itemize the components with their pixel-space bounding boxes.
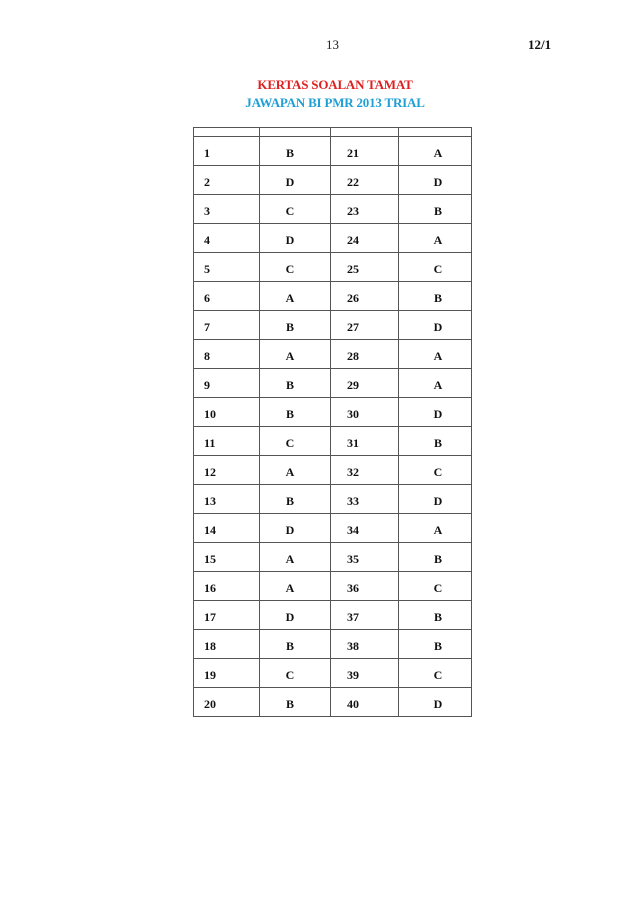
question-number-cell: 22 xyxy=(331,166,399,195)
question-number-cell: 6 xyxy=(194,282,260,311)
table-row xyxy=(194,485,472,514)
question-number-cell: 19 xyxy=(194,659,260,688)
answer-cell: D xyxy=(399,688,472,717)
answer-cell: B xyxy=(260,311,331,340)
answer-cell: A xyxy=(260,340,331,369)
answer-cell: A xyxy=(399,340,472,369)
table-row xyxy=(194,514,472,543)
document-subtitle: JAWAPAN BI PMR 2013 TRIAL xyxy=(245,95,425,110)
paper-code: 12/1 xyxy=(528,37,552,52)
answer-cell: B xyxy=(260,485,331,514)
answer-cell: B xyxy=(399,195,472,224)
answer-cell: C xyxy=(260,195,331,224)
table-row xyxy=(194,253,472,282)
question-number-cell: 9 xyxy=(194,369,260,398)
answer-cell: D xyxy=(399,398,472,427)
question-number-cell: 12 xyxy=(194,456,260,485)
question-number-cell: 13 xyxy=(194,485,260,514)
table-row xyxy=(194,195,472,224)
question-number-cell: 30 xyxy=(331,398,399,427)
table-row xyxy=(194,427,472,456)
answer-cell: A xyxy=(399,224,472,253)
question-number-cell: 34 xyxy=(331,514,399,543)
question-number-cell: 28 xyxy=(331,340,399,369)
question-number-cell: 20 xyxy=(194,688,260,717)
answer-cell: A xyxy=(399,137,472,166)
answer-cell: D xyxy=(260,601,331,630)
table-row xyxy=(194,543,472,572)
answer-cell: C xyxy=(399,659,472,688)
question-number-cell: 14 xyxy=(194,514,260,543)
question-number-cell: 21 xyxy=(331,137,399,166)
answer-cell: C xyxy=(399,456,472,485)
answer-cell: C xyxy=(260,427,331,456)
answer-cell: A xyxy=(260,543,331,572)
question-number-cell: 24 xyxy=(331,224,399,253)
question-number-cell: 39 xyxy=(331,659,399,688)
question-number-cell: 1 xyxy=(194,137,260,166)
table-row xyxy=(194,601,472,630)
answer-cell: C xyxy=(260,659,331,688)
answer-cell: A xyxy=(260,572,331,601)
table-row xyxy=(194,166,472,195)
question-number-cell: 5 xyxy=(194,253,260,282)
table-row xyxy=(194,340,472,369)
document-title: KERTAS SOALAN TAMAT xyxy=(257,77,413,92)
question-number-cell: 3 xyxy=(194,195,260,224)
question-number-cell: 8 xyxy=(194,340,260,369)
answer-cell: A xyxy=(399,514,472,543)
answer-cell: B xyxy=(399,427,472,456)
table-row xyxy=(194,659,472,688)
question-number-cell: 11 xyxy=(194,427,260,456)
answer-cell: A xyxy=(260,456,331,485)
answer-cell: B xyxy=(399,601,472,630)
answer-cell: C xyxy=(260,253,331,282)
answer-cell: D xyxy=(399,311,472,340)
question-number-cell: 29 xyxy=(331,369,399,398)
table-row xyxy=(194,398,472,427)
question-number-cell: 25 xyxy=(331,253,399,282)
answer-cell: B xyxy=(260,630,331,659)
question-number-cell: 16 xyxy=(194,572,260,601)
question-number-cell: 40 xyxy=(331,688,399,717)
answer-cell: B xyxy=(260,369,331,398)
table-row xyxy=(194,282,472,311)
answer-cell: B xyxy=(399,543,472,572)
answer-cell: C xyxy=(399,572,472,601)
answer-cell: B xyxy=(399,630,472,659)
question-number-cell: 26 xyxy=(331,282,399,311)
question-number-cell: 23 xyxy=(331,195,399,224)
question-number-cell: 37 xyxy=(331,601,399,630)
question-number-cell: 36 xyxy=(331,572,399,601)
question-number-cell: 32 xyxy=(331,456,399,485)
table-header-row xyxy=(194,128,472,137)
answer-cell: B xyxy=(399,282,472,311)
table-row xyxy=(194,688,472,717)
answer-cell: D xyxy=(399,485,472,514)
header-cell xyxy=(331,128,399,137)
answer-cell: D xyxy=(260,224,331,253)
answer-cell: D xyxy=(260,166,331,195)
question-number-cell: 17 xyxy=(194,601,260,630)
table-row xyxy=(194,311,472,340)
table-row xyxy=(194,224,472,253)
header-cell xyxy=(194,128,260,137)
question-number-cell: 33 xyxy=(331,485,399,514)
question-number-cell: 10 xyxy=(194,398,260,427)
page-number: 13 xyxy=(326,37,339,52)
table-row xyxy=(194,572,472,601)
question-number-cell: 27 xyxy=(331,311,399,340)
question-number-cell: 4 xyxy=(194,224,260,253)
question-number-cell: 7 xyxy=(194,311,260,340)
question-number-cell: 31 xyxy=(331,427,399,456)
question-number-cell: 2 xyxy=(194,166,260,195)
answer-cell: D xyxy=(399,166,472,195)
table-row xyxy=(194,137,472,166)
answer-cell: C xyxy=(399,253,472,282)
table-row xyxy=(194,369,472,398)
question-number-cell: 15 xyxy=(194,543,260,572)
answer-cell: B xyxy=(260,688,331,717)
header-cell xyxy=(399,128,472,137)
question-number-cell: 18 xyxy=(194,630,260,659)
header-cell xyxy=(260,128,331,137)
question-number-cell: 38 xyxy=(331,630,399,659)
answer-cell: B xyxy=(260,137,331,166)
answer-cell: A xyxy=(399,369,472,398)
table-row xyxy=(194,456,472,485)
answer-cell: B xyxy=(260,398,331,427)
table-row xyxy=(194,630,472,659)
answer-key-table xyxy=(193,127,472,717)
question-number-cell: 35 xyxy=(331,543,399,572)
answer-cell: D xyxy=(260,514,331,543)
answer-cell: A xyxy=(260,282,331,311)
